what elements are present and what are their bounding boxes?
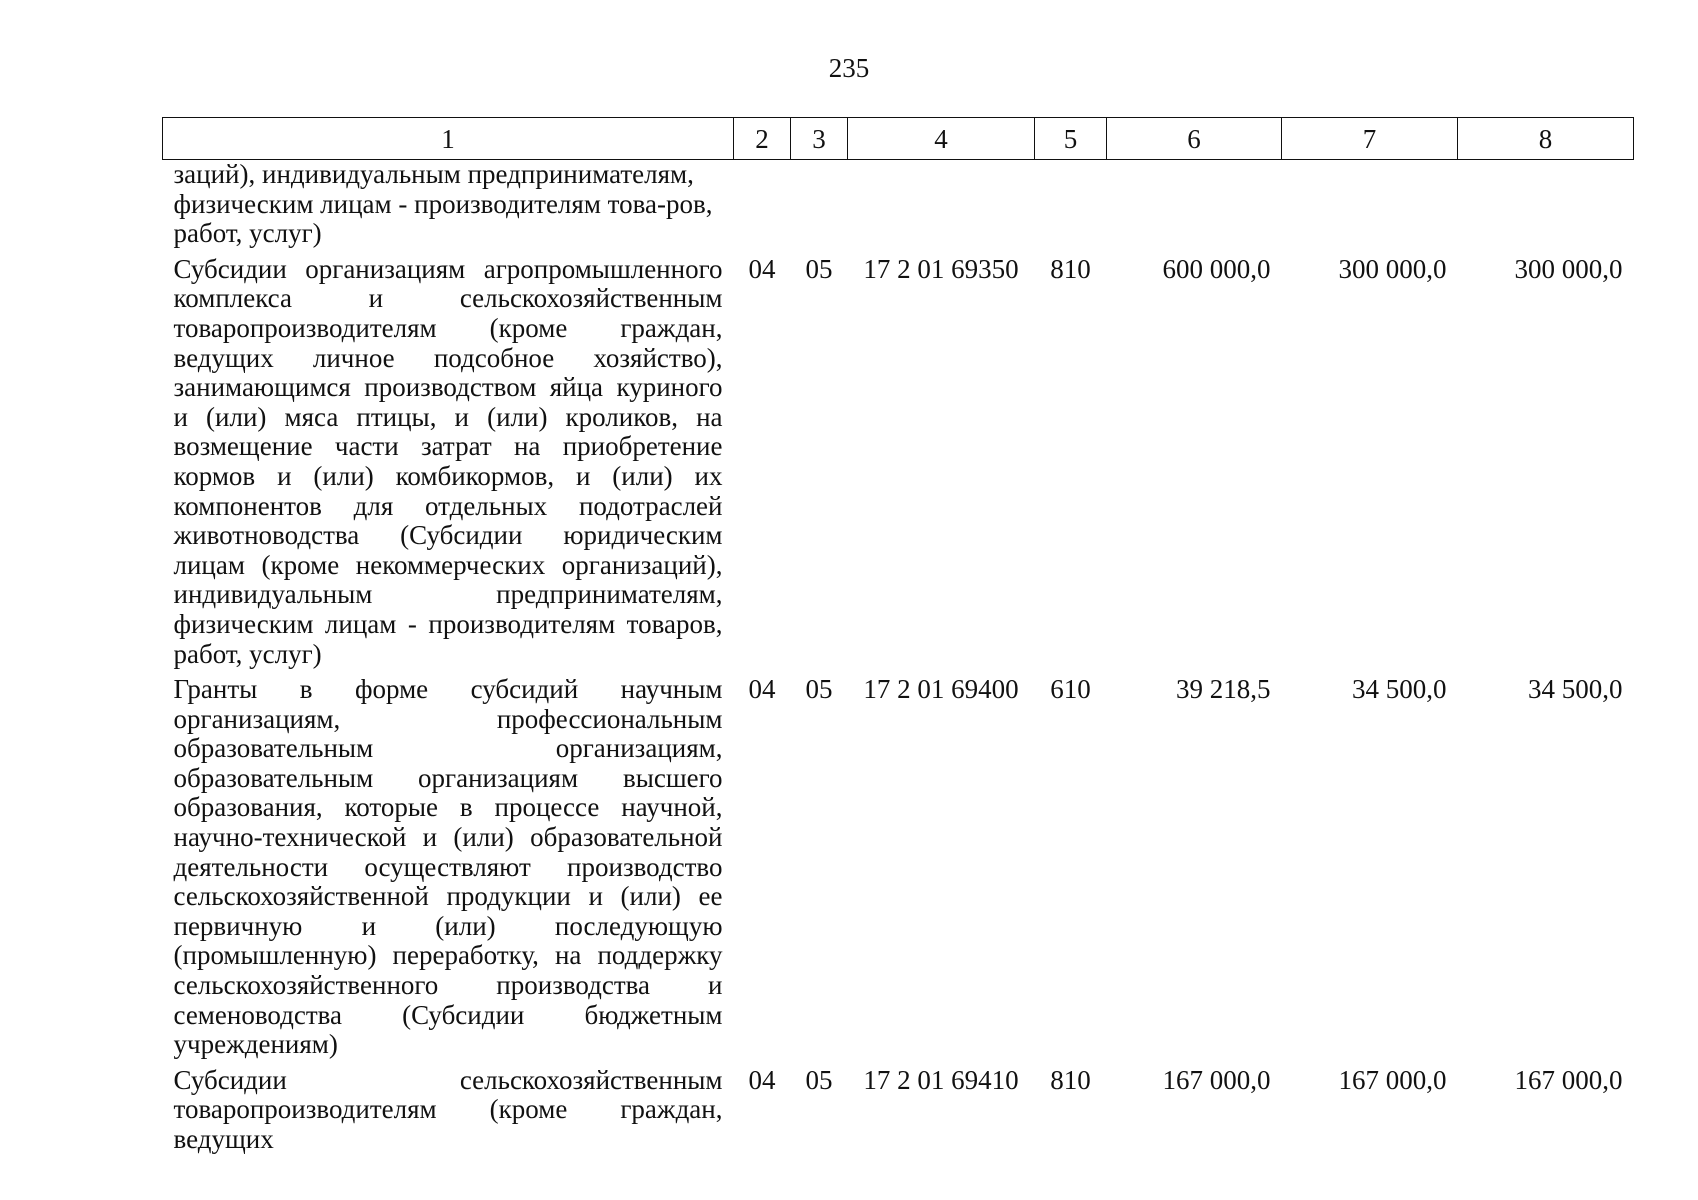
header-col-5: 5	[1035, 118, 1107, 160]
header-row	[163, 118, 1634, 160]
row-amount-col7: 167 000,0	[1338, 1064, 1447, 1095]
page-number: 235	[828, 53, 870, 83]
header-col-6: 6	[1107, 118, 1282, 160]
table-body	[163, 160, 1634, 1155]
header-col-8: 8	[1458, 118, 1634, 160]
table-header	[163, 118, 1634, 160]
row-subsection: 05	[805, 1064, 833, 1095]
row-expense-type: 810	[1050, 1064, 1091, 1095]
row-amount-col8: 300 000,0	[1514, 253, 1623, 284]
row-section: 04	[748, 253, 776, 284]
table-row	[163, 1060, 1634, 1155]
row-amount-col6: 600 000,0	[1162, 253, 1271, 284]
row-description: Субсидии организациям агропромышленного комплекса и сельскохозяйственным товаропроизводителям (кроме граждан, ведущих личное подсобное хозяйство), занимающимся производством яйца куриного и (или) мяса птицы, и (или) кроликов, на возмещение части затрат на приобретение кормов и (или) комбикормов, и (или) их компонентов для отдельных подотраслей животноводства (Субсидии юридическим лицам (кроме некоммерческих организаций), индивидуальным предпринимателям, физическим лицам - производителям товаров, работ, услуг)	[173, 253, 723, 669]
row-section: 04	[748, 1064, 776, 1095]
row-section: 04	[748, 674, 776, 705]
budget-table	[162, 117, 1634, 1155]
row-amount-col7: 34 500,0	[1352, 674, 1447, 705]
row-target-article: 17 2 01 69400	[863, 674, 1019, 705]
row-subsection	[791, 160, 848, 249]
row-amount-col8: 34 500,0	[1528, 674, 1623, 705]
header-col-7: 7	[1282, 118, 1458, 160]
row-amount-col6	[1107, 160, 1282, 249]
row-amount-col8	[1458, 160, 1634, 249]
header-col-1: 1	[163, 118, 734, 160]
table-row	[163, 160, 1634, 249]
row-subsection: 05	[805, 674, 833, 705]
header-col-2: 2	[734, 118, 791, 160]
row-amount-col6: 39 218,5	[1176, 674, 1271, 705]
table-row	[163, 669, 1634, 1060]
row-expense-type	[1035, 160, 1107, 249]
row-target-article: 17 2 01 69410	[863, 1064, 1019, 1095]
row-expense-type: 810	[1050, 253, 1091, 284]
row-description: Гранты в форме субсидий научным организациям, профессиональным образовательным организациям, образовательным организациям высшего образования, которые в процессе научной, научно-технической и (или) образовательной деятельности осуществляют производство сельскохозяйственной продукции и (или) ее первичную и (или) последующую (промышленную) переработку, на поддержку сельскохозяйственного производства и семеноводства (Субсидии бюджетным учреждениям)	[173, 674, 723, 1060]
row-amount-col7	[1282, 160, 1458, 249]
row-description: заций), индивидуальным предпринимателям, физическим лицам - производителям това-ров, работ, услуг)	[173, 159, 713, 249]
row-section	[734, 160, 791, 249]
row-target-article	[848, 160, 1035, 249]
row-amount-col7: 300 000,0	[1338, 253, 1447, 284]
row-amount-col6: 167 000,0	[1162, 1064, 1271, 1095]
row-subsection: 05	[805, 253, 833, 284]
row-expense-type: 610	[1050, 674, 1091, 705]
row-amount-col8: 167 000,0	[1514, 1064, 1623, 1095]
row-target-article: 17 2 01 69350	[863, 253, 1019, 284]
table-row	[163, 249, 1634, 669]
header-col-4: 4	[848, 118, 1035, 160]
row-description: Субсидии сельскохозяйственным товаропроизводителям (кроме граждан, ведущих	[173, 1064, 723, 1154]
header-col-3: 3	[791, 118, 848, 160]
